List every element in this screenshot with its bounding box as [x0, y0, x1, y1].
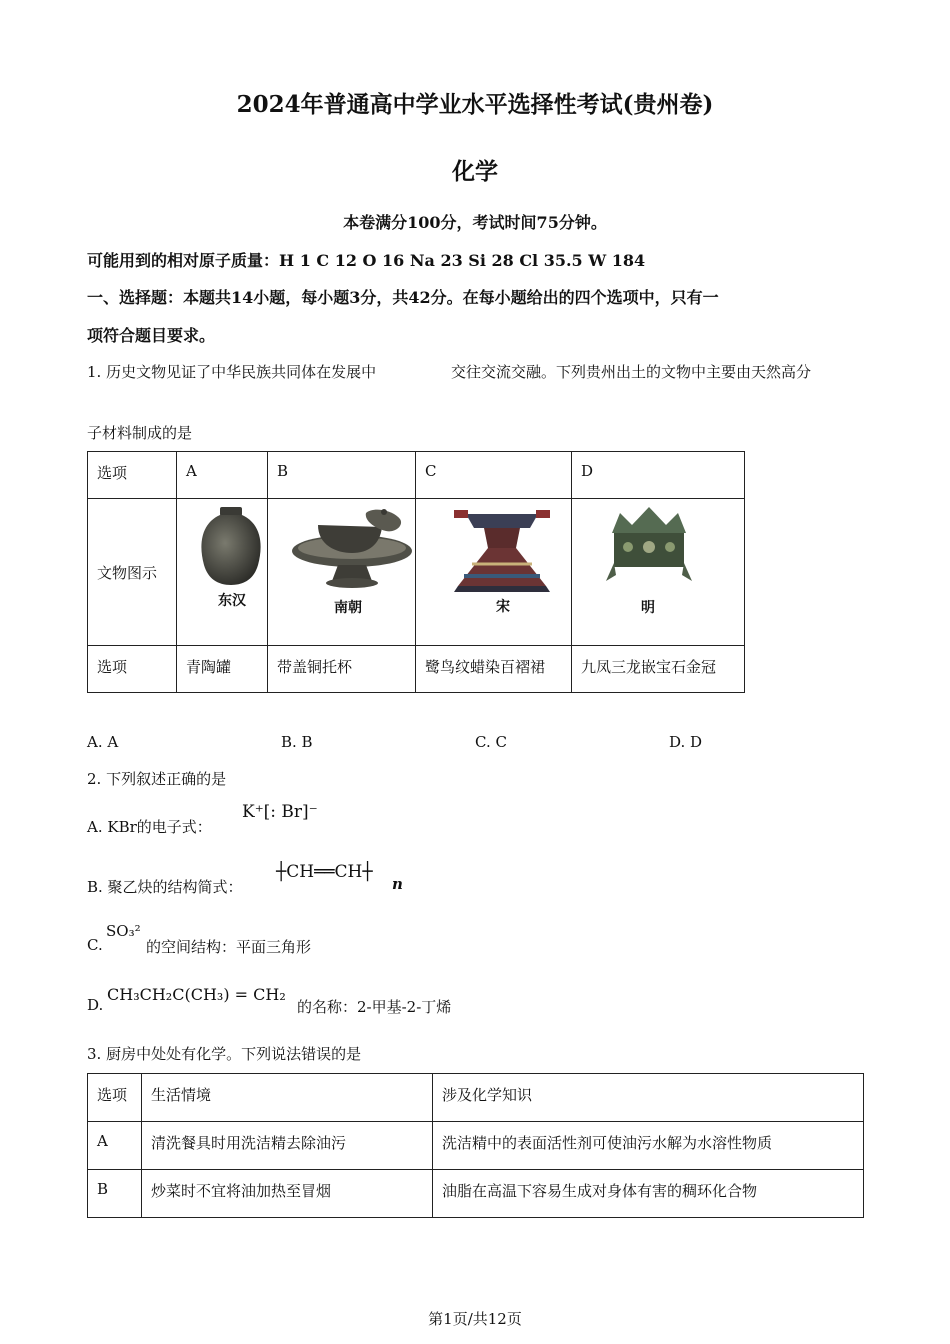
q1-option-b[interactable]: B. B — [281, 733, 313, 751]
q2-option-c-text: 的空间结构：平面三角形 — [146, 938, 312, 956]
q2-option-a-text[interactable]: A. KBr的电子式： — [87, 818, 212, 836]
exam-info: 本卷满分100分，考试时间75分钟。 — [343, 213, 607, 232]
q2-option-d-text: 的名称：2-甲基-2-丁烯 — [297, 998, 452, 1016]
caption-ming: 明 — [641, 600, 655, 616]
q2-stem: 2. 下列叙述正确的是 — [87, 770, 227, 788]
q1-option-c[interactable]: C. C — [475, 733, 507, 751]
caption-southern-dynasties: 南朝 — [334, 600, 362, 616]
q2-option-b-text[interactable]: B. 聚乙炔的结构简式： — [87, 878, 243, 896]
q1-option-a[interactable]: A. A — [87, 733, 119, 751]
caption-song: 宋 — [496, 599, 510, 615]
q1-header-d: D — [572, 452, 745, 499]
q1-option-d[interactable]: D. D — [669, 733, 703, 751]
q1-stem-line2: 子材料制成的是 — [87, 424, 193, 442]
section-heading-line1: 一、选择题：本题共14小题，每小题3分，共42分。在每小题给出的四个选项中，只有一 — [87, 288, 719, 307]
page-footer: 第1页/共12页 — [428, 1310, 522, 1328]
q3-table — [87, 1073, 864, 1218]
caption-eastern-han: 东汉 — [218, 593, 246, 609]
page-title: 2024年普通高中学业水平选择性考试(贵州卷) — [236, 91, 714, 118]
q3-row-b-knowledge: 油脂在高温下容易生成对身体有害的稠环化合物 — [433, 1170, 864, 1218]
q3-row-a-knowledge: 洗洁精中的表面活性剂可使油污水解为水溶性物质 — [433, 1122, 864, 1170]
q1-row-label: 文物图示 — [88, 499, 177, 646]
section-heading-line2: 项符合题目要求。 — [87, 326, 216, 345]
q2-option-d-prefix[interactable]: D. — [87, 996, 104, 1014]
q3-row-a-option: A — [88, 1122, 142, 1170]
q3-header-context: 生活情境 — [142, 1074, 433, 1122]
q2-option-b-formula: ┼CH══CH┼ — [276, 862, 373, 882]
q2-option-c-prefix[interactable]: C. — [87, 936, 103, 954]
q1-header-c: C — [416, 452, 572, 499]
atomic-masses: 可能用到的相对原子质量：H 1 C 12 O 16 Na 23 Si 28 Cl 35.5 W 184 — [87, 251, 646, 270]
q1-header-option: 选项 — [88, 452, 177, 499]
q1-name-d: 九凤三龙嵌宝石金冠 — [572, 646, 745, 693]
batik-skirt-image — [446, 508, 558, 598]
bronze-cup-image — [288, 503, 416, 595]
pottery-jar-image — [196, 505, 266, 587]
q3-row-b-option: B — [88, 1170, 142, 1218]
q3-header-option: 选项 — [88, 1074, 142, 1122]
q1-name-c: 鹭鸟纹蜡染百褶裙 — [416, 646, 572, 693]
q3-row-a-context: 清洗餐具时用洗洁精去除油污 — [142, 1122, 433, 1170]
q3-header-knowledge: 涉及化学知识 — [433, 1074, 864, 1122]
q1-name-b: 带盖铜托杯 — [268, 646, 416, 693]
q1-footer-option: 选项 — [88, 646, 177, 693]
q1-header-a: A — [177, 452, 268, 499]
q2-option-d-formula: CH₃CH₂C(CH₃) = CH₂ — [107, 985, 286, 1004]
q3-stem: 3. 厨房中处处有化学。下列说法错误的是 — [87, 1045, 362, 1063]
q2-option-c-formula: SO₃² — [106, 922, 141, 940]
q3-row-b-context: 炒菜时不宜将油加热至冒烟 — [142, 1170, 433, 1218]
q2-option-b-subscript: n — [392, 875, 403, 893]
gold-crown-image — [604, 503, 694, 589]
subject-title: 化学 — [452, 158, 498, 185]
q1-header-b: B — [268, 452, 416, 499]
q1-stem-part1: 1. 历史文物见证了中华民族共同体在发展中 — [87, 363, 377, 381]
q2-option-a-formula: K⁺[: Br]⁻ — [242, 802, 318, 822]
q1-name-a: 青陶罐 — [177, 646, 268, 693]
q1-stem-part2: 交往交流交融。下列贵州出土的文物中主要由天然高分 — [451, 363, 812, 381]
